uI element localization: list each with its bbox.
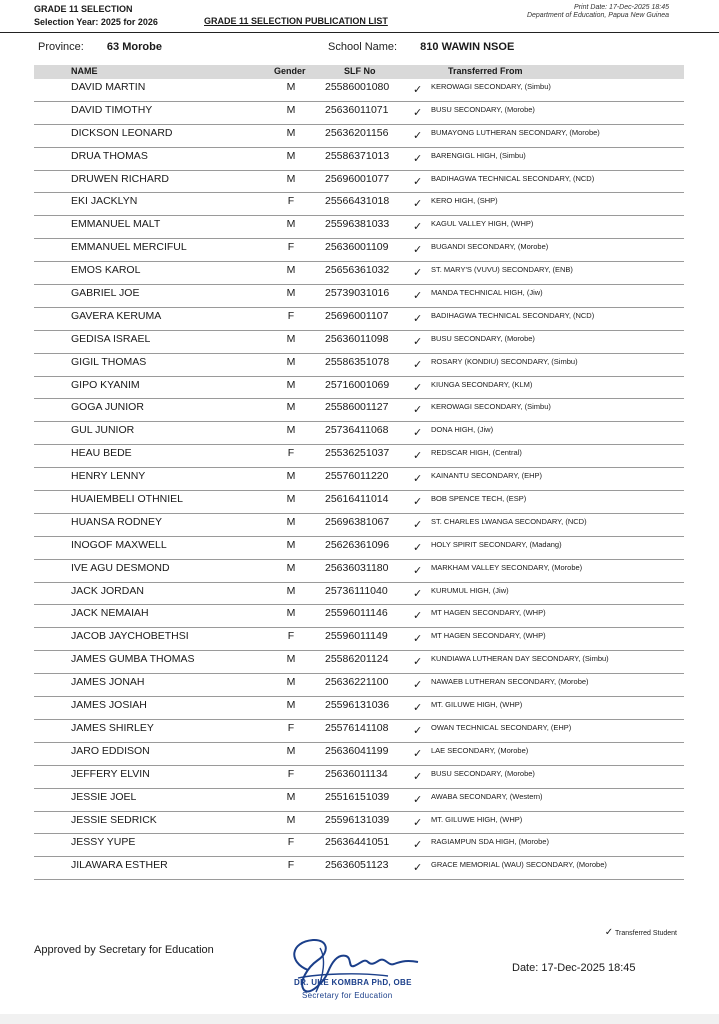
student-gender: F [287, 447, 295, 460]
student-slf-number: 25626361096 [325, 538, 390, 551]
student-name: EKI JACKLYN [71, 195, 138, 208]
column-header-transferred: Transferred From [448, 66, 523, 76]
table-row [34, 125, 684, 148]
student-name: JESSIE SEDRICK [71, 813, 157, 826]
student-slf-number: 25696001077 [325, 172, 390, 185]
student-gender: M [286, 607, 296, 620]
transferred-from-school: BUMAYONG LUTHERAN SECONDARY, (Morobe) [431, 127, 600, 137]
student-slf-number: 25736111040 [325, 584, 388, 597]
student-gender: M [286, 264, 296, 277]
student-name: INOGOF MAXWELL [71, 538, 167, 551]
student-gender: M [286, 813, 296, 826]
student-slf-number: 25596131036 [325, 699, 390, 712]
transferred-from-school: MT HAGEN SECONDARY, (WHP) [431, 631, 546, 641]
table-row [34, 743, 684, 766]
transferred-from-school: MANDA TECHNICAL HIGH, (Jiw) [431, 288, 543, 298]
student-gender: M [286, 653, 296, 666]
transferred-from-school: KIUNGA SECONDARY, (KLM) [431, 379, 533, 389]
student-slf-number: 25739031016 [325, 287, 390, 300]
transferred-from-school: KAGUL VALLEY HIGH, (WHP) [431, 219, 534, 229]
transferred-check-icon: ✓ [413, 587, 423, 600]
student-name: EMOS KAROL [71, 264, 141, 277]
department-name: Department of Education, Papua New Guinea [526, 12, 669, 19]
student-name: DICKSON LEONARD [71, 126, 173, 139]
transferred-from-school: MT. GILUWE HIGH, (WHP) [431, 814, 523, 824]
student-gender: M [286, 81, 296, 93]
transferred-check-icon: ✓ [413, 427, 423, 440]
transferred-from-school: BOB SPENCE TECH, (ESP) [431, 494, 527, 504]
student-gender: M [286, 378, 296, 391]
student-gender: M [286, 424, 296, 437]
school-info [328, 41, 514, 53]
student-gender: F [287, 309, 295, 322]
student-name: JAMES GUMBA THOMAS [71, 653, 195, 666]
student-name: GAVERA KERUMA [71, 309, 162, 322]
student-gender: M [286, 515, 296, 528]
student-gender: F [287, 836, 295, 849]
transferred-check-icon: ✓ [413, 747, 423, 760]
transferred-check-icon: ✓ [413, 679, 423, 692]
student-gender: F [287, 721, 295, 734]
student-gender: F [287, 195, 295, 208]
transferred-check-icon: ✓ [413, 404, 423, 417]
student-name: JEFFERY ELVIN [71, 767, 150, 780]
transferred-check-icon: ✓ [413, 633, 423, 646]
transferred-check-icon: ✓ [413, 473, 423, 486]
header-divider [0, 32, 719, 33]
transferred-from-school: BARENGIGL HIGH, (Simbu) [431, 150, 526, 160]
school-value: 810 WAWIN NSOE [420, 41, 515, 53]
transferred-check-icon: ✓ [413, 450, 423, 463]
student-slf-number: 25636041199 [325, 744, 389, 757]
student-slf-number: 25636011134 [325, 767, 388, 780]
legend-text: Transferred Student [615, 930, 677, 937]
student-name: JESSY YUPE [71, 836, 136, 849]
transferred-from-school: ST. CHARLES LWANGA SECONDARY, (NCD) [431, 516, 587, 526]
student-slf-number: 25516151039 [325, 790, 390, 803]
transferred-from-school: LAE SECONDARY, (Morobe) [431, 745, 529, 755]
student-name: DAVID TIMOTHY [71, 103, 153, 116]
table-row [34, 720, 684, 743]
student-name: JAMES JONAH [71, 676, 145, 689]
transferred-from-school: BUSU SECONDARY, (Morobe) [431, 333, 535, 343]
student-gender: M [286, 584, 296, 597]
transferred-from-school: BUGANDI SECONDARY, (Morobe) [431, 242, 549, 252]
legend [605, 927, 677, 938]
transferred-from-school: KERO HIGH, (SHP) [431, 196, 498, 206]
student-gender: M [286, 538, 296, 551]
transferred-check-icon: ✓ [413, 335, 423, 348]
student-slf-number: 25616411014 [325, 493, 389, 506]
table-row [34, 262, 684, 285]
table-row [34, 308, 684, 331]
transferred-from-school: KEROWAGI SECONDARY, (Simbu) [431, 402, 551, 412]
student-gender: F [287, 859, 295, 872]
student-slf-number: 25596011146 [325, 607, 388, 620]
province-label: Province: [38, 41, 84, 53]
student-table [34, 79, 684, 880]
table-row [34, 171, 684, 194]
transferred-from-school: MT HAGEN SECONDARY, (WHP) [431, 608, 546, 618]
transferred-from-school: KUNDIAWA LUTHERAN DAY SECONDARY, (Simbu) [431, 654, 609, 664]
transferred-from-school: KURUMUL HIGH, (Jiw) [431, 585, 509, 595]
transferred-check-icon: ✓ [413, 793, 423, 806]
transferred-from-school: DONA HIGH, (Jiw) [431, 425, 494, 435]
transferred-check-icon: ✓ [413, 198, 423, 211]
student-name: GIGIL THOMAS [71, 355, 147, 368]
student-name: JESSIE JOEL [71, 790, 137, 803]
student-gender: F [287, 241, 295, 254]
student-name: DRUA THOMAS [71, 149, 148, 162]
transferred-check-icon: ✓ [413, 702, 423, 715]
student-slf-number: 25596131039 [325, 813, 390, 826]
table-row [34, 468, 684, 491]
transferred-from-school: GRACE MEMORIAL (WAU) SECONDARY, (Morobe) [431, 860, 607, 870]
table-row [34, 148, 684, 171]
student-slf-number: 25586201124 [325, 653, 389, 666]
table-row [34, 789, 684, 812]
transferred-from-school: KAINANTU SECONDARY, (EHP) [431, 471, 542, 481]
student-slf-number: 25636441051 [325, 836, 390, 849]
student-gender: M [286, 218, 296, 231]
transferred-from-school: BUSU SECONDARY, (Morobe) [431, 768, 535, 778]
student-name: JAMES SHIRLEY [71, 721, 154, 734]
student-gender: M [286, 332, 296, 345]
table-row [34, 812, 684, 835]
student-name: JAMES JOSIAH [71, 699, 147, 712]
table-row [34, 422, 684, 445]
transferred-from-school: BADIHAGWA TECHNICAL SECONDARY, (NCD) [431, 173, 595, 183]
transferred-from-school: HOLY SPIRIT SECONDARY, (Madang) [431, 539, 562, 549]
transferred-from-school: RAGIAMPUN SDA HIGH, (Morobe) [431, 837, 549, 847]
transferred-check-icon: ✓ [413, 84, 423, 96]
transferred-from-school: OWAN TECHNICAL SECONDARY, (EHP) [431, 722, 572, 732]
student-slf-number: 25586001080 [325, 81, 390, 93]
student-gender: F [287, 767, 295, 780]
table-row [34, 239, 684, 262]
student-gender: M [286, 561, 296, 574]
print-info [527, 4, 669, 20]
table-header [34, 65, 684, 79]
transferred-check-icon: ✓ [413, 496, 423, 509]
table-row [34, 377, 684, 400]
student-name: IVE AGU DESMOND [71, 561, 170, 574]
student-gender: M [286, 676, 296, 689]
student-slf-number: 25636221100 [325, 676, 389, 689]
student-gender: M [286, 699, 296, 712]
signatory-name: DR. UKE KOMBRA PhD, OBE [294, 978, 412, 987]
student-name: EMMANUEL MALT [71, 218, 161, 231]
student-name: GUL JUNIOR [71, 424, 135, 437]
approval-date: Date: 17-Dec-2025 18:45 [512, 962, 636, 974]
student-slf-number: 25596011149 [325, 630, 388, 643]
student-slf-number: 25696381067 [325, 515, 390, 528]
list-title: GRADE 11 SELECTION PUBLICATION LIST [204, 16, 388, 26]
transferred-check-icon: ✓ [413, 152, 423, 165]
transferred-check-icon: ✓ [413, 724, 423, 737]
transferred-from-school: KEROWAGI SECONDARY, (Simbu) [431, 82, 551, 91]
transferred-check-icon: ✓ [413, 129, 423, 142]
table-row [34, 331, 684, 354]
approval-statement: Approved by Secretary for Education [34, 944, 214, 956]
student-name: GABRIEL JOE [71, 287, 140, 300]
student-gender: M [286, 149, 296, 162]
student-name: HENRY LENNY [71, 470, 146, 483]
student-gender: M [286, 470, 296, 483]
table-row [34, 216, 684, 239]
transferred-check-icon: ✓ [413, 770, 423, 783]
student-name: JILAWARA ESTHER [71, 859, 168, 872]
column-header-gender: Gender [274, 66, 306, 76]
student-name: HEAU BEDE [71, 447, 132, 460]
table-row [34, 834, 684, 857]
student-name: GIPO KYANIM [71, 378, 140, 391]
transferred-check-icon: ✓ [413, 358, 423, 371]
transferred-check-icon: ✓ [413, 221, 423, 234]
table-row [34, 285, 684, 308]
print-date: Print Date: 17-Dec-2025 18:45 [574, 4, 669, 11]
transferred-from-school: MARKHAM VALLEY SECONDARY, (Morobe) [431, 562, 583, 572]
transferred-check-icon: ✓ [413, 839, 423, 852]
transferred-check-icon: ✓ [413, 564, 423, 577]
student-slf-number: 25576141108 [325, 721, 389, 734]
student-gender: M [286, 126, 296, 139]
student-name: JACK NEMAIAH [71, 607, 149, 620]
student-slf-number: 25576011220 [325, 470, 389, 483]
transferred-from-school: NAWAEB LUTHERAN SECONDARY, (Morobe) [431, 677, 589, 687]
table-row [34, 354, 684, 377]
student-gender: M [286, 172, 296, 185]
table-row [34, 445, 684, 468]
province-info [38, 41, 162, 53]
student-slf-number: 25536251037 [325, 447, 390, 460]
student-slf-number: 25636051123 [325, 859, 389, 872]
student-slf-number: 25586351078 [325, 355, 390, 368]
table-row [34, 651, 684, 674]
student-slf-number: 25596381033 [325, 218, 390, 231]
table-row [34, 857, 684, 880]
student-gender: M [286, 287, 296, 300]
transferred-check-icon: ✓ [413, 106, 423, 119]
table-row [34, 697, 684, 720]
selection-year: Selection Year: 2025 for 2026 [34, 17, 158, 27]
table-row [34, 674, 684, 697]
table-row [34, 491, 684, 514]
column-header-name: NAME [71, 66, 98, 76]
student-gender: F [287, 630, 295, 643]
student-gender: M [286, 744, 296, 757]
transferred-check-icon: ✓ [413, 175, 423, 188]
page-bottom-edge [0, 1014, 719, 1024]
student-slf-number: 25636011098 [325, 332, 389, 345]
student-gender: M [286, 401, 296, 414]
student-name: HUANSA RODNEY [71, 515, 163, 528]
transferred-check-icon: ✓ [413, 610, 423, 623]
transferred-check-icon: ✓ [413, 656, 423, 669]
student-name: EMMANUEL MERCIFUL [71, 241, 187, 254]
student-name: GOGA JUNIOR [71, 401, 144, 414]
student-name: GEDISA ISRAEL [71, 332, 151, 345]
student-gender: M [286, 355, 296, 368]
transferred-from-school: MT. GILUWE HIGH, (WHP) [431, 700, 523, 710]
transferred-from-school: ST. MARY'S (VUVU) SECONDARY, (ENB) [431, 265, 573, 275]
student-slf-number: 25636201156 [325, 126, 389, 139]
table-row [34, 537, 684, 560]
student-slf-number: 25736411068 [325, 424, 389, 437]
document-header [34, 3, 158, 29]
table-row [34, 560, 684, 583]
student-slf-number: 25586001127 [325, 401, 389, 414]
student-slf-number: 25656361032 [325, 264, 390, 277]
student-slf-number: 25586371013 [325, 149, 390, 162]
transferred-check-icon: ✓ [413, 518, 423, 531]
transferred-from-school: BUSU SECONDARY, (Morobe) [431, 104, 535, 114]
table-row [34, 628, 684, 651]
student-slf-number: 25566431018 [325, 195, 390, 208]
transferred-from-school: REDSCAR HIGH, (Central) [431, 448, 522, 458]
transferred-from-school: ROSARY (KONDIU) SECONDARY, (Simbu) [431, 356, 578, 366]
transferred-check-icon: ✓ [413, 381, 423, 394]
signatory-title: Secretary for Education [302, 991, 393, 1000]
document-title: GRADE 11 SELECTION [34, 4, 133, 14]
table-row [34, 193, 684, 216]
student-slf-number: 25636011071 [325, 103, 389, 116]
student-slf-number: 25716001069 [325, 378, 390, 391]
school-label: School Name: [328, 41, 398, 53]
student-name: JACK JORDAN [71, 584, 144, 597]
student-gender: M [286, 493, 296, 506]
transferred-check-icon: ✓ [413, 290, 423, 303]
table-row [34, 514, 684, 537]
student-name: JACOB JAYCHOBETHSI [71, 630, 189, 643]
student-slf-number: 25636001109 [325, 241, 389, 254]
student-gender: M [286, 103, 296, 116]
check-icon: ✓ [604, 927, 614, 938]
table-row [34, 79, 684, 102]
table-row [34, 583, 684, 606]
transferred-check-icon: ✓ [413, 541, 423, 554]
table-row [34, 102, 684, 125]
transferred-check-icon: ✓ [413, 267, 423, 280]
table-row [34, 399, 684, 422]
transferred-from-school: AWABA SECONDARY, (Western) [431, 791, 543, 801]
student-name: DRUWEN RICHARD [71, 172, 169, 185]
province-value: 63 Morobe [106, 41, 162, 53]
student-slf-number: 25636031180 [325, 561, 389, 574]
table-row [34, 766, 684, 789]
student-slf-number: 25696001107 [325, 309, 389, 322]
transferred-check-icon: ✓ [413, 244, 423, 257]
transferred-check-icon: ✓ [413, 312, 423, 325]
student-gender: M [286, 790, 296, 803]
student-name: JARO EDDISON [71, 744, 150, 757]
transferred-check-icon: ✓ [413, 862, 423, 875]
transferred-from-school: BADIHAGWA TECHNICAL SECONDARY, (NCD) [431, 310, 595, 320]
table-row [34, 605, 684, 628]
transferred-check-icon: ✓ [413, 816, 423, 829]
student-name: HUAIEMBELI OTHNIEL [71, 493, 184, 506]
student-name: DAVID MARTIN [71, 81, 146, 93]
column-header-slf: SLF No [344, 66, 376, 76]
